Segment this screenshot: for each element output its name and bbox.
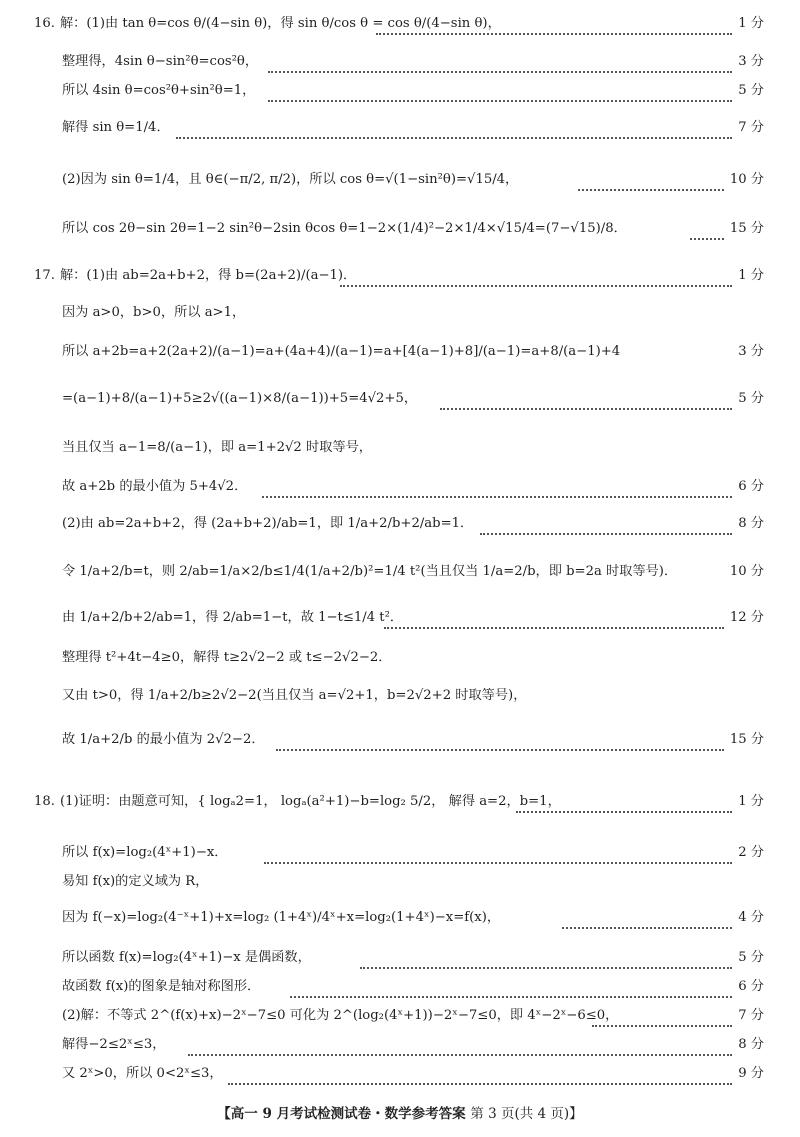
leader-dots [480,532,732,535]
q18-score-7: 7 分 [738,1008,764,1024]
q17-score-9: 12 分 [729,610,764,626]
leader-dots [384,626,724,629]
q17-score-8: 10 分 [729,564,764,580]
q16-score-6: 15 分 [729,221,764,237]
q17-text-1: 解：(1)由 ab=2a+b+2，得 b=(2a+2)/(a−1)． [60,268,357,284]
leader-dots [262,495,732,498]
footer-title: 【高一 9 月考试检测试卷・数学参考答案 [217,1106,466,1122]
leader-dots [290,995,732,998]
q17-text-10: 整理得 t²+4t−4≥0，解得 t≥2√2−2 或 t≤−2√2−2． [62,650,392,666]
q16-text-1: 解：(1)由 tan θ=cos θ/(4−sin θ)，得 sin θ/cos θ = cos θ/(4−sin θ)， [60,16,501,32]
q18-text-6: 故函数 f(x)的图象是轴对称图形． [62,979,261,995]
q17-score-4: 5 分 [738,391,764,407]
q18-score-8: 8 分 [738,1037,764,1053]
q17-text-9: 由 1/a+2/b+2/ab=1，得 2/ab=1−t，故 1−t≤1/4 t²． [62,610,404,626]
q17-score-7: 8 分 [738,516,764,532]
leader-dots [592,1024,732,1027]
q16-score-2: 3 分 [738,54,764,70]
q16-text-2: 整理得，4sin θ−sin²θ=cos²θ， [62,54,259,70]
q18-text-4: 因为 f(−x)=log₂(4⁻ˣ+1)+x=log₂ (1+4ˣ)/4ˣ+x=log₂(1+4ˣ)−x=f(x)， [62,910,501,926]
q17-text-2: 因为 a>0，b>0，所以 a>1， [62,305,246,321]
q16-text-5: (2)因为 sin θ=1/4，且 θ∈(−π/2, π/2)，所以 cos θ=√(1−sin²θ)=√15/4， [62,172,519,188]
q18-text-7: (2)解：不等式 2^(f(x)+x)−2ˣ−7≤0 可化为 2^(log₂(4ˣ+1))−2ˣ−7≤0，即 4ˣ−2ˣ−6≤0， [62,1008,619,1024]
q18-score-1: 1 分 [738,794,764,810]
q16-text-6: 所以 cos 2θ−sin 2θ=1−2 sin²θ−2sin θcos θ=1−2×(1/4)²−2×1/4×√15/4=(7−√15)/8． [62,221,627,237]
q18-score-4: 4 分 [738,910,764,926]
q18-text-1: (1)证明：由题意可知，{ logₐ2=1， logₐ(a²+1)−b=log₂ 5/2， 解得 a=2，b=1， [60,794,561,810]
page-footer [0,1102,800,1122]
q16-text-4: 解得 sin θ=1/4． [62,120,170,136]
q18-number: 18. [34,794,55,810]
leader-dots [516,810,732,813]
q16-score-5: 10 分 [729,172,764,188]
q18-score-9: 9 分 [738,1066,764,1082]
leader-dots [228,1082,732,1085]
q18-text-5: 所以函数 f(x)=log₂(4ˣ+1)−x 是偶函数， [62,950,311,966]
q17-score-3: 3 分 [738,344,764,360]
q17-text-6: 故 a+2b 的最小值为 5+4√2． [62,479,248,495]
q17-score-12: 15 分 [729,732,764,748]
q16-number: 16. [34,16,55,32]
leader-dots [340,284,732,287]
leader-dots [376,32,732,35]
leader-dots [176,136,732,139]
q17-text-8: 令 1/a+2/b=t，则 2/ab=1/a×2/b≤1/4(1/a+2/b)²=1/4 t²(当且仅当 1/a=2/b，即 b=2a 时取等号)． [62,564,678,580]
q16-score-1: 1 分 [738,16,764,32]
q17-text-7: (2)由 ab=2a+b+2，得 (2a+b+2)/ab=1，即 1/a+2/b+2/ab=1． [62,516,474,532]
q17-text-5: 当且仅当 a−1=8/(a−1)，即 a=1+2√2 时取等号， [62,440,372,456]
leader-dots [578,188,724,191]
q18-score-2: 2 分 [738,845,764,861]
leader-dots [268,70,732,73]
leader-dots [360,966,732,969]
leader-dots [264,861,732,864]
leader-dots [440,407,732,410]
q17-number: 17. [34,268,55,284]
q17-score-1: 1 分 [738,268,764,284]
q17-score-6: 6 分 [738,479,764,495]
q17-text-11: 又由 t>0，得 1/a+2/b≥2√2−2(当且仅当 a=√2+1，b=2√2+2 时取等号)， [62,688,527,704]
footer-page-number: 第 3 页(共 4 页)】 [470,1106,583,1122]
q18-score-5: 5 分 [738,950,764,966]
leader-dots [188,1053,732,1056]
q18-text-2: 所以 f(x)=log₂(4ˣ+1)−x． [62,845,228,861]
leader-dots [562,926,732,929]
q18-text-9: 又 2ˣ>0，所以 0<2ˣ≤3， [62,1066,223,1082]
q18-text-8: 解得−2≤2ˣ≤3， [62,1037,166,1053]
leader-dots [276,748,724,751]
leader-dots [690,237,724,240]
leader-dots [268,99,732,102]
q18-score-6: 6 分 [738,979,764,995]
q16-text-3: 所以 4sin θ=cos²θ+sin²θ=1， [62,83,256,99]
q17-text-4: =(a−1)+8/(a−1)+5≥2√((a−1)×8/(a−1))+5=4√2+5， [62,391,418,407]
q17-text-3: 所以 a+2b=a+2(2a+2)/(a−1)=a+(4a+4)/(a−1)=a+[4(a−1)+8]/(a−1)=a+8/(a−1)+4 [62,344,621,360]
q17-text-12: 故 1/a+2/b 的最小值为 2√2−2． [62,732,265,748]
q16-score-4: 7 分 [738,120,764,136]
q16-score-3: 5 分 [738,83,764,99]
q18-text-3: 易知 f(x)的定义域为 R， [62,874,209,890]
